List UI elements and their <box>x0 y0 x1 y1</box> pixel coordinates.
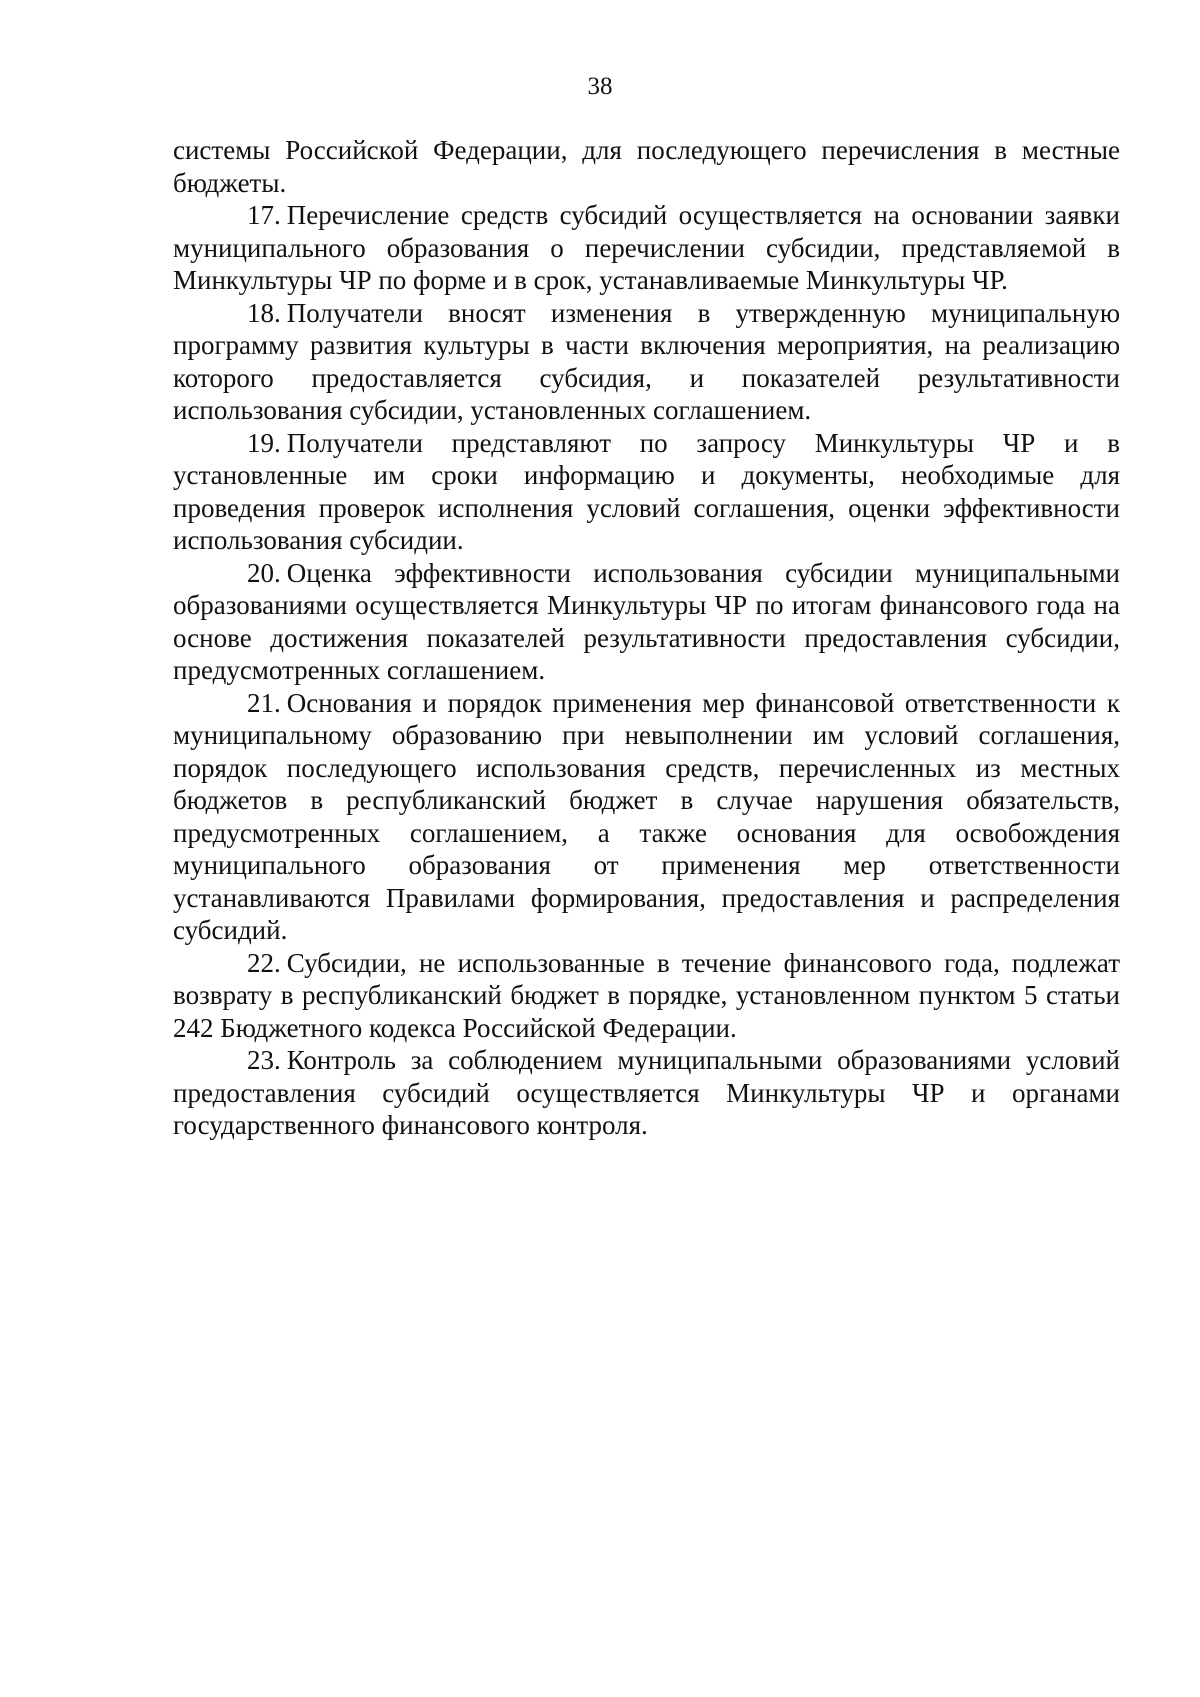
paragraph-18 <box>173 297 1120 427</box>
paragraph-22 <box>173 947 1120 1045</box>
paragraph-text: Получатели вносят изменения в утвержденную муниципальную программу развития культуры в части включения мероприятия, на реализацию которого предоставляется субсидия, и показателей результативности использования субсидии, установленных соглашением. <box>173 297 1120 425</box>
page-number: 38 <box>587 73 613 100</box>
paragraph-17 <box>173 199 1120 297</box>
paragraph-21 <box>173 687 1120 947</box>
paragraph-text: системы Российской Федерации, для последующего перечисления в местные бюджеты. <box>173 135 1120 198</box>
paragraph-19 <box>173 427 1120 557</box>
paragraph-number: 23. <box>247 1045 281 1075</box>
paragraph-number: 18. <box>247 297 281 328</box>
paragraph-text: Основания и порядок применения мер финансовой ответственности к муниципальному образованию при невыполнении им условий соглашения, порядок последующего использования средств, перечисленных из местных бюджетов в республиканский бюджет в случае нарушения обязательств, предусмотренных соглашением, а также основания для освобождения муниципального образования от применения мер ответственности устанавливаются Правилами формирования, предоставления и распределения субсидий. <box>173 687 1120 945</box>
paragraph-23 <box>173 1044 1120 1142</box>
paragraph-text: Контроль за соблюдением муниципальными образованиями условий предоставления субсидий осуществляется Минкультуры ЧР и органами государственного финансового контроля. <box>173 1045 1120 1140</box>
paragraph-number: 21. <box>247 687 281 718</box>
paragraph-text: Получатели представляют по запросу Минкультуры ЧР и в установленные им сроки информацию и документы, необходимые для проведения проверок исполнения условий соглашения, оценки эффективности использования субсидии. <box>173 427 1120 555</box>
paragraph-number: 20. <box>247 557 281 588</box>
paragraph-continuation <box>173 134 1120 199</box>
paragraph-text: Перечисление средств субсидий осуществляется на основании заявки муниципального образования о перечислении субсидии, представляемой в Минкультуры ЧР по форме и в срок, устанавливаемые Минкультуры ЧР. <box>173 200 1120 295</box>
paragraph-text: Оценка эффективности использования субсидии муниципальными образованиями осуществляется Минкультуры ЧР по итогам финансового года на основе достижения показателей результативности предоставления субсидии, предусмотренных соглашением. <box>173 557 1120 685</box>
document-body <box>173 134 1120 1142</box>
paragraph-text: Субсидии, не использованные в течение финансового года, подлежат возврату в республиканский бюджет в порядке, установленном пунктом 5 статьи 242 Бюджетного кодекса Российской Федерации. <box>173 947 1120 1043</box>
paragraph-number: 19. <box>247 427 281 458</box>
paragraph-number: 22. <box>247 947 281 978</box>
paragraph-20 <box>173 557 1120 687</box>
paragraph-number: 17. <box>247 200 281 230</box>
